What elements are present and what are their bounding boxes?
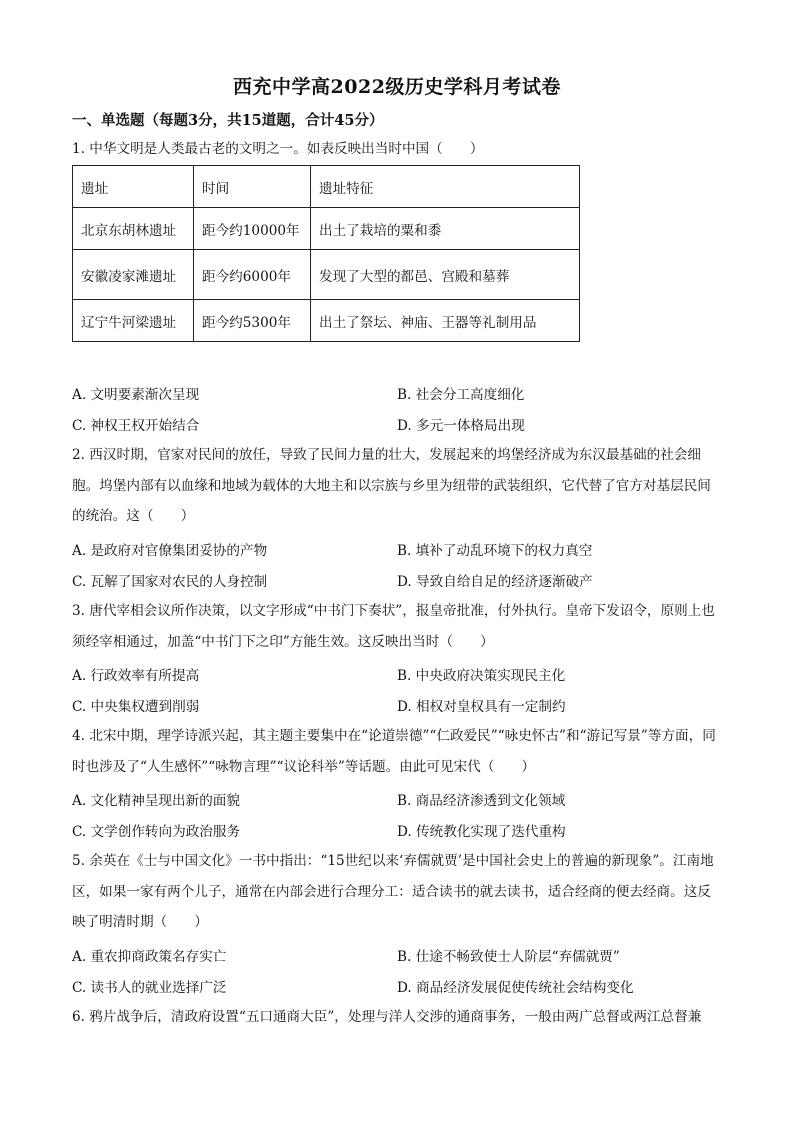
question-5-option-c[interactable]: C. 读书人的就业选择广泛	[72, 980, 227, 996]
question-2-option-d[interactable]: D. 导致自给自足的经济逐渐破产	[397, 574, 593, 590]
table-cell: 距今约5300年	[194, 300, 311, 342]
table-cell: 发现了大型的都邑、宫殿和墓葬	[311, 250, 580, 300]
page-title: 西充中学高2022级历史学科月考试卷	[233, 76, 561, 98]
question-1-option-a[interactable]: A. 文明要素渐次呈现	[72, 387, 200, 403]
table-header-cell: 遗址特征	[311, 166, 580, 208]
question-5-option-a[interactable]: A. 重农抑商政策名存实亡	[72, 949, 227, 965]
question-3-option-c[interactable]: C. 中央集权遭到削弱	[72, 699, 200, 715]
section-heading: 一、单选题（每题3分，共15道题，合计45分）	[72, 112, 384, 129]
question-4-option-c[interactable]: C. 文学创作转向为政治服务	[72, 824, 241, 840]
table-cell: 出土了栽培的粟和黍	[311, 208, 580, 250]
question-2-option-b[interactable]: B. 填补了动乱环境下的权力真空	[397, 543, 593, 559]
question-2-option-c[interactable]: C. 瓦解了国家对农民的人身控制	[72, 574, 268, 590]
question-6-stem: 6. 鸦片战争后，清政府设置“五口通商大臣”，处理与洋人交涉的通商事务，一般由两广总督或两江总督兼	[72, 1009, 702, 1025]
table-row	[73, 250, 580, 300]
table-header-row	[73, 166, 580, 208]
question-4-option-b[interactable]: B. 商品经济渗透到文化领域	[397, 793, 566, 809]
table-cell: 出土了祭坛、神庙、王器等礼制用品	[311, 300, 580, 342]
question-3-option-b[interactable]: B. 中央政府决策实现民主化	[397, 668, 566, 684]
question-3-option-d[interactable]: D. 相权对皇权具有一定制约	[397, 699, 566, 715]
question-1-option-b[interactable]: B. 社会分工高度细化	[397, 387, 525, 403]
table-row	[73, 208, 580, 250]
table-cell: 北京东胡林遗址	[73, 208, 194, 250]
question-4-option-a[interactable]: A. 文化精神呈现出新的面貌	[72, 793, 240, 809]
sites-table	[72, 165, 580, 342]
question-2-option-a[interactable]: A. 是政府对官僚集团妥协的产物	[72, 543, 268, 559]
question-4-option-d[interactable]: D. 传统教化实现了迭代重构	[397, 824, 566, 840]
question-5-option-b[interactable]: B. 仕途不畅致使士人阶层“弃儒就贾”	[397, 949, 620, 965]
table-cell: 距今约6000年	[194, 250, 311, 300]
question-1-option-c[interactable]: C. 神权王权开始结合	[72, 418, 200, 434]
table-row	[73, 300, 580, 342]
question-2-stem: 2. 西汉时期，官家对民间的放任，导致了民间力量的壮大，发展起来的坞堡经济成为东汉最基础的社会细胞。坞堡内部有以血缘和地域为载体的大地主和以宗族与乡里为纽带的武装组织，它代替了官方对基层民间的统治。这（ ）	[72, 447, 711, 524]
question-3-stem: 3. 唐代宰相会议所作决策，以文字形成“中书门下奏状”，报皇帝批准，付外执行。皇帝下发诏令，原则上也须经宰相通过，加盖“中书门下之印”方能生效。这反映出当时（ ）	[72, 603, 715, 650]
question-3-option-a[interactable]: A. 行政效率有所提高	[72, 668, 200, 684]
question-5-option-d[interactable]: D. 商品经济发展促使传统社会结构变化	[397, 980, 634, 996]
table-header-cell: 时间	[194, 166, 311, 208]
table-cell: 辽宁牛河梁遗址	[73, 300, 194, 342]
table-header-cell: 遗址	[73, 166, 194, 208]
table-cell: 安徽凌家滩遗址	[73, 250, 194, 300]
table-cell: 距今约10000年	[194, 208, 311, 250]
question-1-option-d[interactable]: D. 多元一体格局出现	[397, 418, 525, 434]
question-5-stem: 5. 余英在《士与中国文化》一书中指出：“15世纪以来‘弃儒就贾’是中国社会史上的普遍的新现象”。江南地区，如果一家有两个儿子，通常在内部会进行合理分工：适合读书的就去读书，适合经商的便去经商。这反映了明清时期（ ）	[72, 853, 714, 930]
question-1-stem: 1. 中华文明是人类最古老的文明之一。如表反映出当时中国（ ）	[72, 141, 484, 157]
question-4-stem: 4. 北宋中期，理学诗派兴起，其主题主要集中在“论道崇德”“仁政爱民”“咏史怀古”和“游记写景”等方面，同时也涉及了“人生感怀”“咏物言理”“议论科举”等话题。由此可见宋代（ ）	[72, 728, 716, 775]
